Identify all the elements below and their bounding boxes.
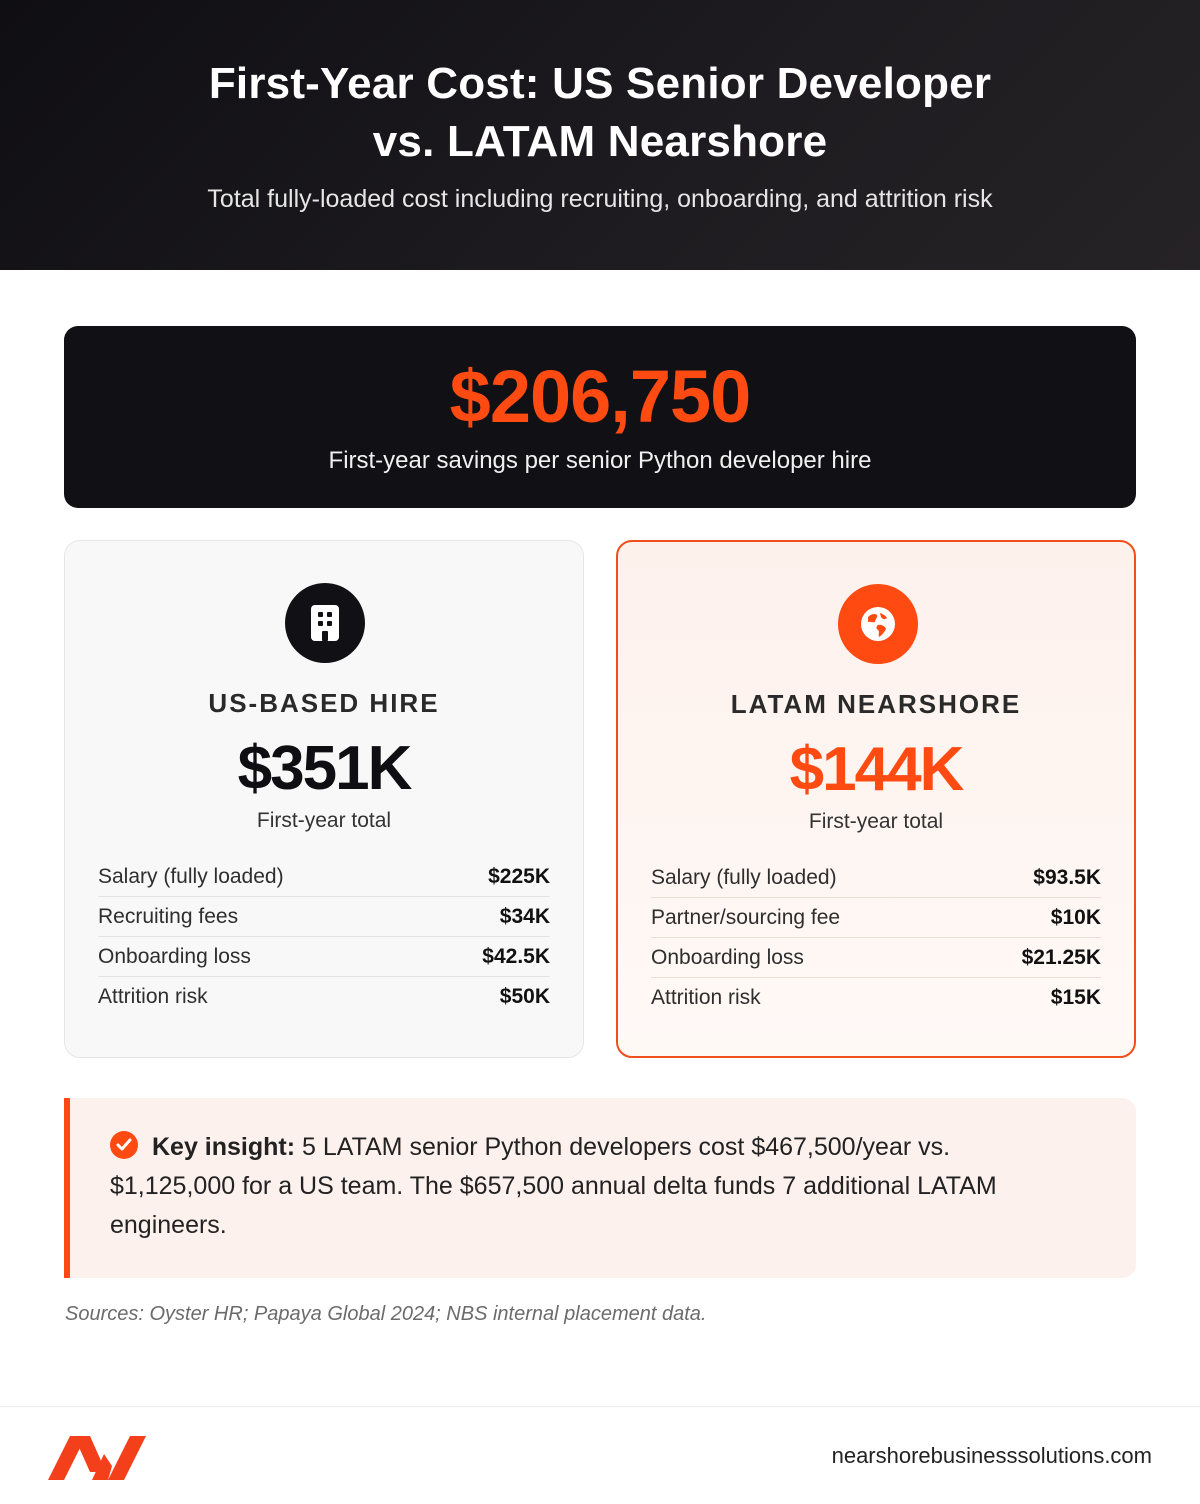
cost-row-label: Onboarding loss xyxy=(651,945,804,969)
cost-row xyxy=(98,977,550,1017)
savings-amount: $206,750 xyxy=(449,355,751,438)
key-insight-callout xyxy=(64,1098,1136,1278)
card-us-heading: US-BASED HIRE xyxy=(208,688,440,718)
footer-website-link[interactable]: nearshorebusinesssolutions.com xyxy=(831,1443,1152,1468)
page-subtitle: Total fully-loaded cost including recruiting, onboarding, and attrition risk xyxy=(207,185,993,213)
cost-row xyxy=(651,858,1101,898)
card-us-total-label: First-year total xyxy=(256,809,392,832)
check-circle-icon xyxy=(110,1131,138,1159)
savings-caption: First-year savings per senior Python developer hire xyxy=(328,447,872,474)
cost-row-label: Attrition risk xyxy=(98,985,208,1008)
card-latam-nearshore xyxy=(616,540,1136,1058)
cost-row-label: Recruiting fees xyxy=(98,904,239,928)
card-latam-cost-rows xyxy=(651,858,1101,1018)
sources-note: Sources: Oyster HR; Papaya Global 2024; NBS internal placement data. xyxy=(65,1303,707,1325)
cost-row-label: Partner/sourcing fee xyxy=(651,905,841,929)
footer xyxy=(0,1406,1200,1504)
cost-row-value: $42.5K xyxy=(482,944,550,968)
cost-row-value: $225K xyxy=(488,864,550,888)
page-title-line-1: First-Year Cost: US Senior Developer xyxy=(208,59,992,108)
card-latam-total: $144K xyxy=(789,735,963,804)
globe-icon xyxy=(838,584,918,664)
key-insight-body: 5 LATAM senior Python developers cost $467,500/year vs. $1,125,000 for a US team. The $657,500 annual delta funds 7 additional LATAM engineers. xyxy=(110,1133,997,1239)
cost-row-value: $93.5K xyxy=(1033,865,1101,889)
cost-row xyxy=(98,857,550,897)
cost-row-value: $10K xyxy=(1050,905,1101,929)
brand-logo xyxy=(48,1432,146,1487)
cost-row-value: $34K xyxy=(499,904,550,928)
cost-row-value: $50K xyxy=(499,985,550,1008)
page-title-line-2: vs. LATAM Nearshore xyxy=(372,117,828,166)
card-us-cost-rows xyxy=(98,857,550,1017)
cost-row-label: Salary (fully loaded) xyxy=(98,864,284,888)
cost-row xyxy=(651,978,1101,1018)
cost-row-label: Onboarding loss xyxy=(98,944,251,968)
cost-row-value: $15K xyxy=(1050,986,1101,1009)
key-insight-lead: Key insight: xyxy=(152,1133,296,1161)
page-title xyxy=(0,55,1200,171)
cost-row xyxy=(651,898,1101,938)
cost-row xyxy=(98,897,550,937)
cost-row-value: $21.25K xyxy=(1021,945,1101,969)
card-us-hire xyxy=(64,540,584,1058)
card-latam-heading: LATAM NEARSHORE xyxy=(730,689,1022,719)
cost-row xyxy=(651,938,1101,978)
savings-panel xyxy=(64,326,1136,508)
key-insight-text xyxy=(110,1128,1056,1245)
building-icon xyxy=(285,583,365,663)
card-us-total: $351K xyxy=(237,734,411,803)
cost-row-label: Attrition risk xyxy=(651,986,761,1009)
cost-row xyxy=(98,937,550,977)
cost-row-label: Salary (fully loaded) xyxy=(651,865,837,889)
card-latam-total-label: First-year total xyxy=(808,810,944,833)
header-banner xyxy=(0,0,1200,270)
